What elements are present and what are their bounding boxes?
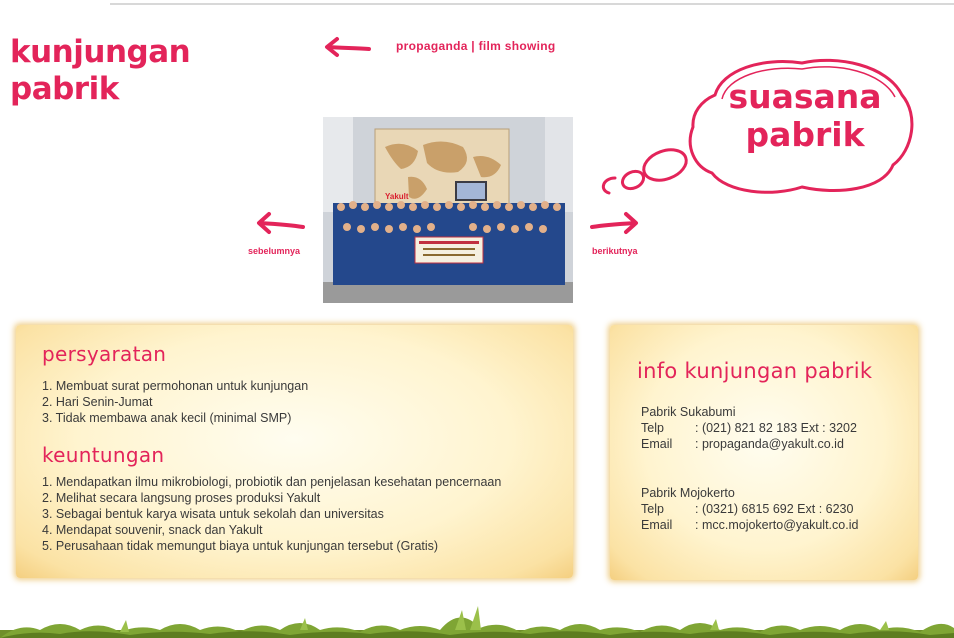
telp-value: : (021) 821 82 183 Ext : 3202: [695, 421, 857, 435]
email-value[interactable]: : propaganda@yakult.co.id: [695, 437, 844, 451]
factory-contact-mojokerto: [641, 485, 858, 533]
benefits-list: [42, 474, 501, 554]
prev-link[interactable]: sebelumnya: [248, 246, 301, 256]
requirements-panel: [16, 325, 573, 578]
list-item: 2. Hari Senin-Jumat: [42, 395, 153, 409]
info-panel: [610, 325, 918, 580]
factory-name: Pabrik Sukabumi: [641, 405, 736, 419]
list-item: 5. Perusahaan tidak memungut biaya untuk kunjungan tersebut (Gratis): [42, 539, 439, 553]
next-link[interactable]: berikutnya: [592, 246, 638, 256]
back-arrow-icon[interactable]: [322, 36, 372, 60]
page-title: [10, 34, 190, 108]
list-item: 3. Tidak membawa anak kecil (minimal SMP): [42, 411, 292, 425]
requirements-list: [42, 378, 308, 426]
list-item: 2. Melihat secara langsung proses produksi Yakult: [42, 491, 321, 505]
list-item: 1. Membuat surat permohonan untuk kunjungan: [42, 379, 309, 393]
page-title-line1: kunjungan: [10, 34, 191, 70]
cloud-label[interactable]: [725, 78, 885, 154]
list-item: 3. Sebagai bentuk karya wisata untuk sekolah dan universitas: [42, 507, 384, 521]
telp-label: Telp: [641, 502, 664, 516]
list-item: 4. Mendapat souvenir, snack dan Yakult: [42, 523, 263, 537]
email-value[interactable]: : mcc.mojokerto@yakult.co.id: [695, 518, 859, 532]
grass-footer-decoration: [0, 600, 954, 638]
email-label: Email: [641, 518, 673, 532]
info-heading: info kunjungan pabrik: [637, 359, 873, 383]
top-nav-link[interactable]: propaganda | film showing: [396, 39, 556, 53]
top-divider: [110, 3, 954, 5]
factory-name: Pabrik Mojokerto: [641, 486, 735, 500]
email-label: Email: [641, 437, 673, 451]
list-item: 1. Mendapatkan ilmu mikrobiologi, probiotik dan penjelasan kesehatan pencernaan: [42, 475, 502, 489]
page-title-line2: pabrik: [10, 71, 119, 107]
prev-arrow-icon[interactable]: [254, 211, 306, 237]
benefits-heading: keuntungan: [42, 443, 165, 467]
photo-sign-text: Yakult: [385, 192, 409, 201]
next-arrow-icon[interactable]: [589, 211, 641, 237]
cloud-label-line1: suasana: [728, 77, 882, 116]
telp-value: : (0321) 6815 692 Ext : 6230: [695, 502, 854, 516]
cloud-label-line2: pabrik: [745, 115, 865, 154]
requirements-heading: persyaratan: [42, 342, 167, 366]
telp-label: Telp: [641, 421, 664, 435]
factory-contact-sukabumi: [641, 404, 857, 452]
factory-visit-photo: [323, 117, 573, 303]
